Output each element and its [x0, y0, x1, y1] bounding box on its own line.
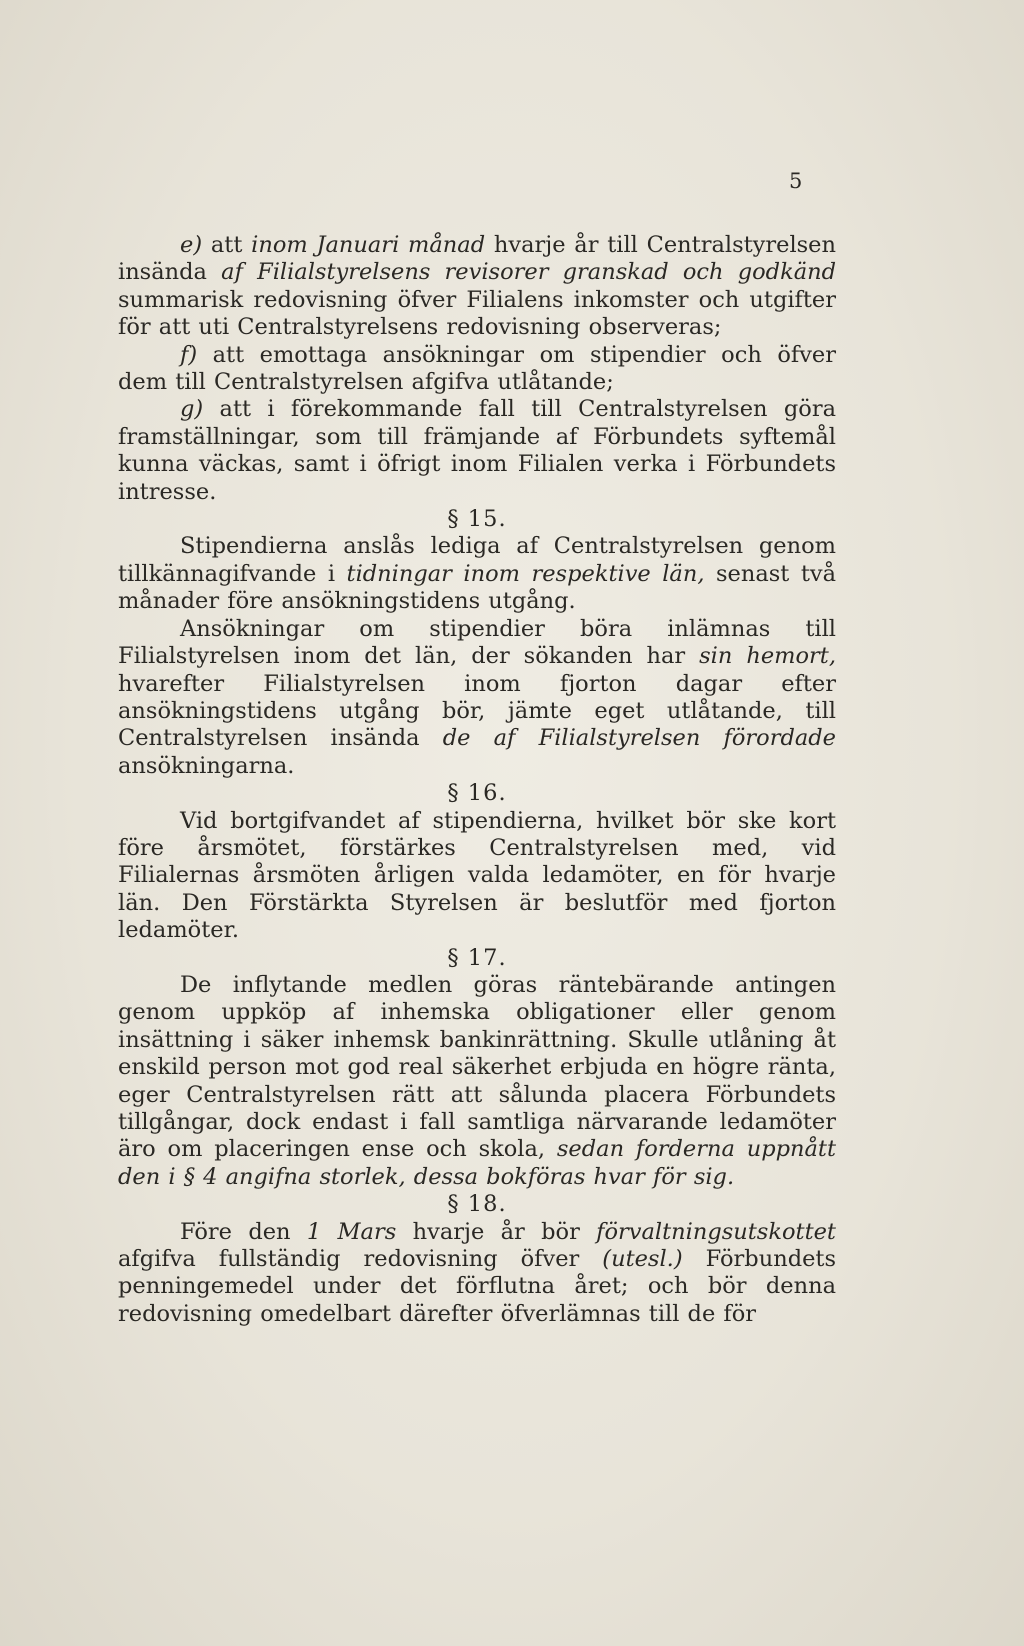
item-e-text-2: hvarje år till Centralstyrelsen insända	[118, 232, 836, 286]
s15-p2-text-1: Ansökningar om stipendier böra inlämnas till Filialstyrelsen inom det län, der sökanden har	[118, 615, 836, 670]
section-17-paragraph	[118, 972, 836, 1191]
s15-p1-text-2: senast två månader före ansökningstidens utgång.	[118, 560, 837, 615]
item-e-text-1: att	[202, 232, 252, 258]
item-e-italic-1: inom Januari månad	[251, 232, 486, 258]
s15-p2-text-3: ansökningarna.	[118, 752, 295, 779]
s17-italic-1: sedan forderna uppnått den i § 4 angifna storlek, dessa bokföras hvar för sig.	[118, 1136, 836, 1190]
item-e-italic-2: af Filialstyrelsens revisorer granskad och godkänd	[221, 259, 837, 286]
s15-p1-text-1: Stipendierna anslås lediga af Centralstyrelsen genom tillkännagifvande i	[118, 533, 836, 587]
item-f-text: att emottaga ansökningar om stipendier och öfver dem till Centralstyrelsen afgifva utlåtande;	[118, 341, 836, 396]
page-body	[118, 232, 836, 1328]
item-f	[118, 342, 836, 397]
item-e	[118, 232, 836, 342]
section-16-heading: § 16.	[447, 780, 507, 807]
section-16-paragraph: Vid bortgifvandet af stipendierna, hvilket bör ske kort före årsmötet, förstärkes Centralstyrelsen med, vid Filialernas årsmöten årligen valda ledamöter, en för hvarje län. Den Förstärkta Styrelsen är beslutför med fjorton ledamöter.	[118, 807, 836, 944]
section-18-heading: § 18.	[447, 1191, 507, 1218]
s18-italic-3: (utesl.)	[602, 1246, 683, 1273]
item-e-text-3: summarisk redovisning öfver Filialens inkomster och utgifter för att uti Centralstyrelsens redovisning observeras;	[118, 286, 836, 341]
s18-text-1: Före den	[180, 1218, 307, 1245]
item-g-text: att i förekommande fall till Centralstyrelsen göra framställningar, som till främjande af Förbundets syftemål kunna väckas, samt i öfrigt inom Filialen verka i Förbundets intresse.	[118, 396, 836, 505]
s18-text-4: Förbundets penningemedel under det förflutna året; och bör denna redovisning omedelbart därefter öfverlämnas till de för	[118, 1246, 837, 1327]
s17-text-1: De inflytande medlen göras räntebärande antingen genom uppköp af inhemska obligationer eller genom insättning i säker inhemsk bankinrättning. Skulle utlåning åt enskild person mot god real säkerhet erbjuda en högre ränta, eger Centralstyrelsen rätt att sålunda placera Förbundets tillgångar, dock endast i fall samtliga närvarande ledamöter äro om placeringen ense och skola,	[118, 971, 836, 1163]
s15-p2-italic-1: sin hemort,	[699, 643, 836, 670]
s18-text-3: afgifva fullständig redovisning öfver	[118, 1246, 603, 1273]
section-18-paragraph	[118, 1219, 836, 1329]
s18-italic-2: förvaltningsutskottet	[596, 1218, 836, 1245]
section-15-heading: § 15.	[447, 506, 507, 533]
item-g-marker: g)	[180, 396, 204, 423]
s18-text-2: hvarje år bör	[396, 1218, 597, 1245]
item-f-marker: f)	[180, 341, 198, 368]
s15-p2-text-2: hvarefter Filialstyrelsen inom fjorton dagar efter ansökningstidens utgång bör, jämte eget utlåtande, till Centralstyrelsen insända	[118, 670, 836, 752]
item-g	[118, 396, 836, 506]
section-17-heading: § 17.	[447, 944, 507, 971]
page-number: 5	[789, 169, 803, 193]
section-15-paragraph-1	[118, 533, 836, 615]
s15-p1-italic-1: tidningar inom respektive län,	[346, 560, 705, 587]
item-e-marker: e)	[180, 232, 203, 258]
s18-italic-1: 1 Mars	[306, 1218, 397, 1245]
s15-p2-italic-2: de af Filialstyrelsen förordade	[442, 725, 836, 752]
section-15-paragraph-2	[118, 616, 836, 780]
